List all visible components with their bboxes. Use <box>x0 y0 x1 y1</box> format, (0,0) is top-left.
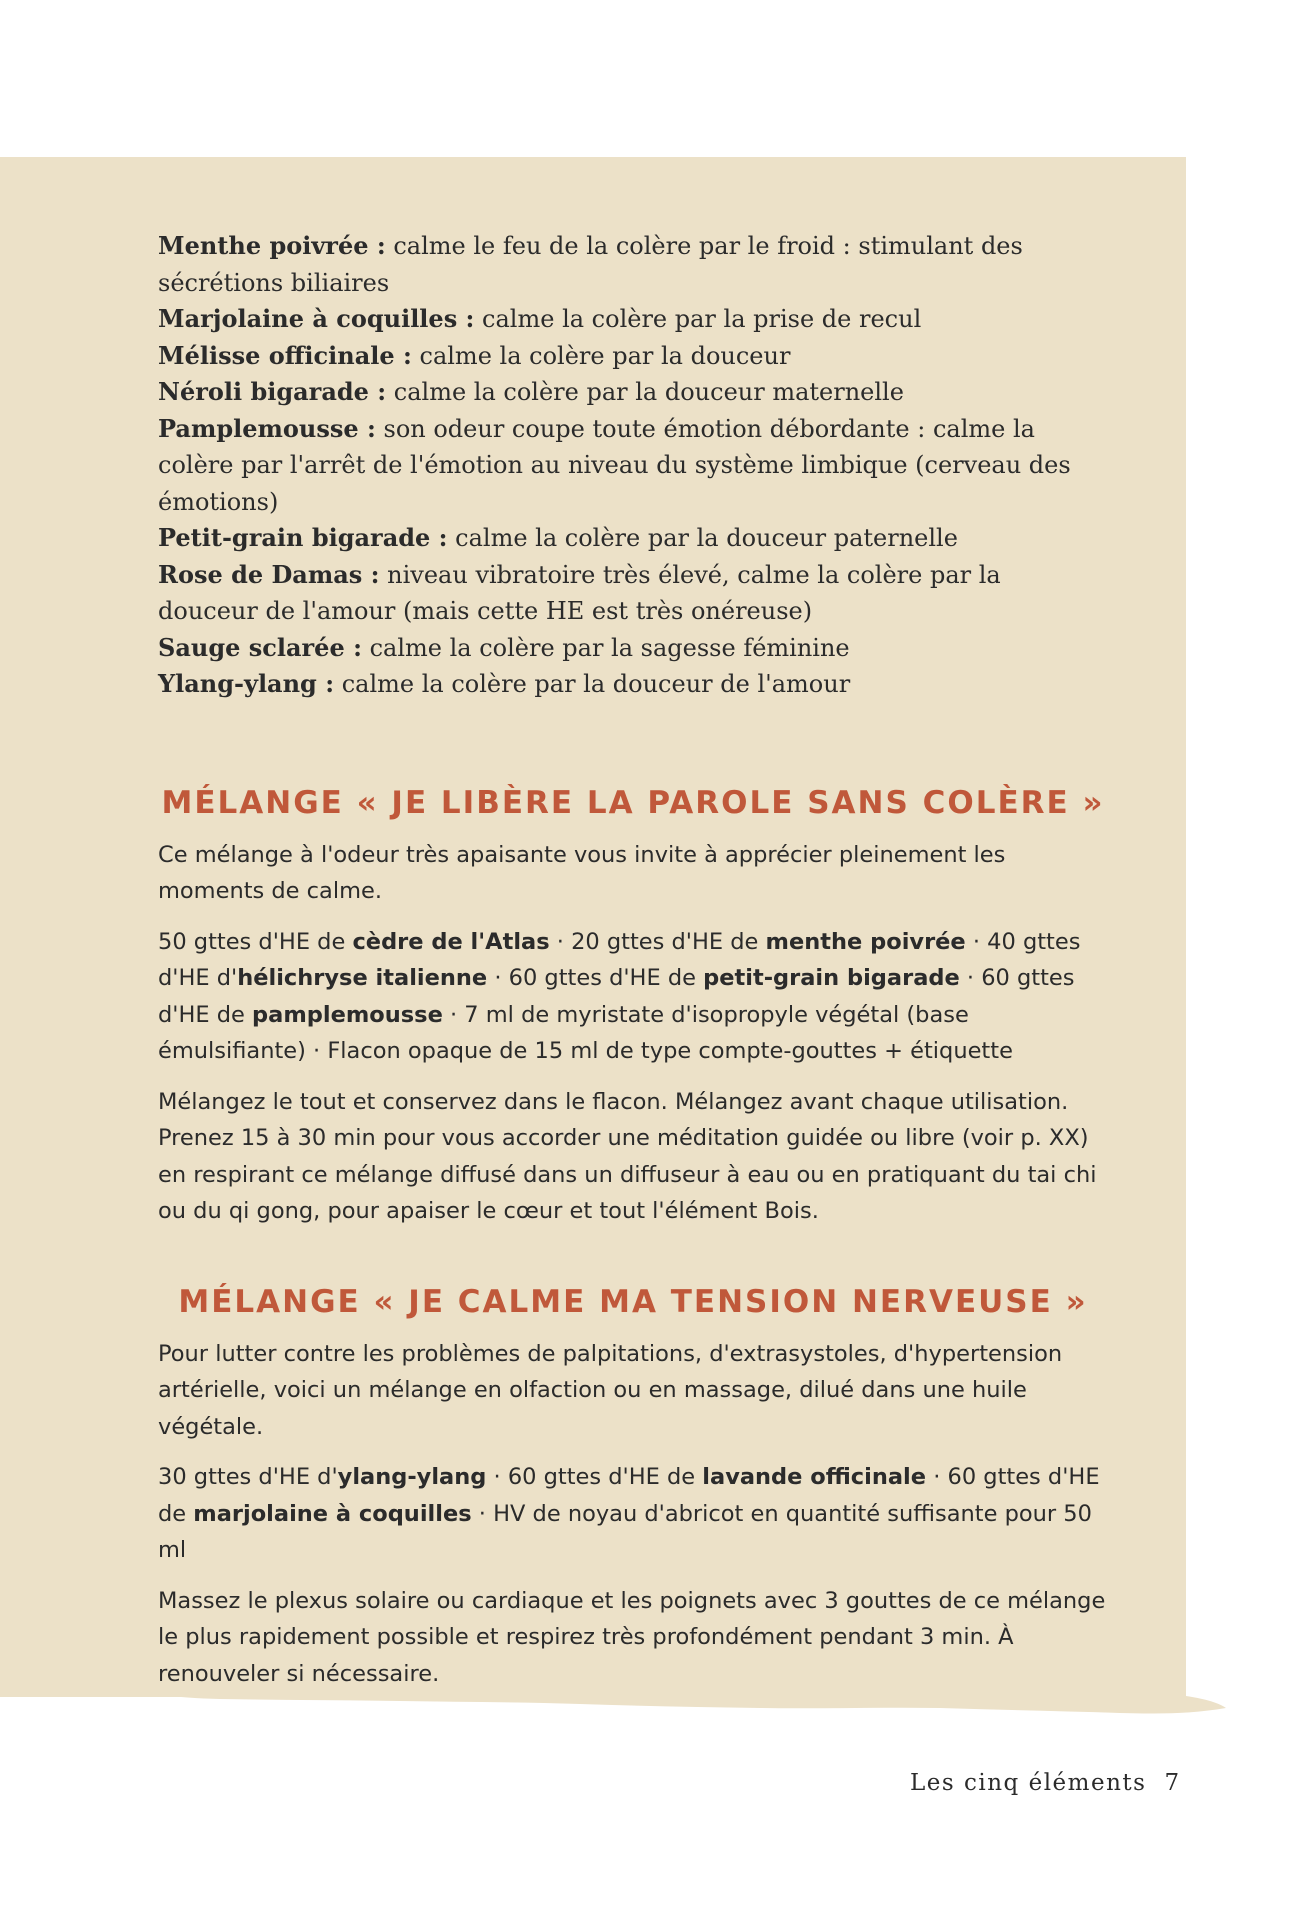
plant-name: Mélisse officinale : <box>158 340 412 370</box>
recipe-text: · 60 gttes d'HE de <box>486 1464 703 1490</box>
plant-description: niveau vibratoire très élevé, calme la colère par la douceur de l'amour (mais cette HE est très onéreuse) <box>158 560 1001 625</box>
plant-description: calme la colère par la douceur paternelle <box>447 524 958 552</box>
ingredient-name: cèdre de l'Atlas <box>352 928 550 955</box>
plant-name: Néroli bigarade : <box>158 377 387 406</box>
plant-description: calme la colère par la douceur maternelle <box>386 378 904 406</box>
recipe-text: · 60 gttes d'HE de <box>158 1464 1100 1527</box>
plant-item <box>158 557 1108 630</box>
plant-description: calme la colère par la sagesse féminine <box>361 633 850 662</box>
section-2-usage: Massez le plexus solaire ou cardiaque et les poignets avec 3 gouttes de ce mélange le plus rapidement possible et respirez très profondément pendant 3 min. À renouveler si nécessaire. <box>158 1587 1106 1687</box>
ingredient-name: menthe poivrée <box>765 928 966 955</box>
page-number: 7 <box>1164 1770 1181 1796</box>
plant-list <box>158 228 1108 703</box>
recipe-text: · 60 gttes d'HE de <box>487 965 704 991</box>
plant-name: Petit-grain bigarade : <box>158 523 448 552</box>
ingredient-name: hélichryse italienne <box>237 965 488 991</box>
running-title: Les cinq éléments <box>910 1770 1147 1796</box>
section-2-recipe <box>158 1459 1108 1569</box>
plant-name: Marjolaine à coquilles : <box>158 304 475 333</box>
plant-item <box>158 301 1108 338</box>
recipe-text: · 40 gttes d'HE d' <box>158 928 1081 991</box>
plant-name: Menthe poivrée : <box>158 231 386 260</box>
plant-description: calme la colère par la douceur <box>411 341 791 370</box>
plant-item <box>158 666 1108 703</box>
section-1-usage: Mélangez le tout et conservez dans le flacon. Mélangez avant chaque utilisation. Prenez 15 à 30 min pour vous accorder une méditation guidée ou libre (voir p. XX) en respirant ce mélange diffusé dans un diffuseur à eau ou en pratiquant du tai chi ou du qi gong, pour apaiser le cœur et tout l'élément Bois. <box>158 1088 1097 1224</box>
recipe-text: 30 gttes d'HE d' <box>158 1464 338 1490</box>
section-2-intro: Pour lutter contre les problèmes de palpitations, d'extrasystoles, d'hypertension artérielle, voici un mélange en olfaction ou en massage, dilué dans une huile végétale. <box>158 1340 1063 1440</box>
page-footer <box>910 1770 1181 1796</box>
plant-name: Pamplemousse : <box>158 413 376 443</box>
plant-name: Sauge sclarée : <box>158 632 362 662</box>
ingredient-name: ylang-ylang <box>337 1464 487 1490</box>
section-1-title: MÉLANGE « JE LIBÈRE LA PAROLE SANS COLÈRE » <box>161 784 1105 821</box>
plant-item <box>158 338 1108 375</box>
plant-item <box>158 374 1108 411</box>
page-content <box>158 228 1108 1706</box>
plant-item <box>158 228 1108 301</box>
recipe-text: · HV de noyau d'abricot en quantité suffisante pour 50 ml <box>158 1500 1092 1563</box>
plant-item <box>158 411 1108 521</box>
plant-name: Ylang-ylang : <box>158 669 335 698</box>
plant-item <box>158 520 1108 557</box>
section-2-title: MÉLANGE « JE CALME MA TENSION NERVEUSE » <box>178 1283 1088 1320</box>
plant-item <box>158 630 1108 667</box>
plant-description: calme le feu de la colère par le froid : stimulant des sécrétions biliaires <box>158 232 1023 297</box>
plant-description: calme la colère par la douceur de l'amour <box>334 670 851 698</box>
plant-name: Rose de Damas : <box>158 559 380 589</box>
recipe-text: 50 gttes d'HE de <box>158 928 353 955</box>
recipe-text: · 60 gttes d'HE de <box>158 965 1075 1028</box>
section-1-intro: Ce mélange à l'odeur très apaisante vous invite à apprécier pleinement les moments de calme. <box>158 841 1006 904</box>
recipe-text: · 7 ml de myristate d'isopropyle végétal (base émulsifiante) · Flacon opaque de 15 ml de type compte-gouttes + étiquette <box>158 1001 1013 1064</box>
plant-description: son odeur coupe toute émotion débordante : calme la colère par l'arrêt de l'émotion au niveau du système limbique (cerveau des émotions) <box>158 414 1071 516</box>
section-1-recipe <box>158 924 1108 1070</box>
plant-description: calme la colère par la prise de recul <box>474 305 922 333</box>
ingredient-name: lavande officinale <box>702 1464 927 1490</box>
ingredient-name: petit-grain bigarade <box>703 965 960 991</box>
ingredient-name: pamplemousse <box>252 1001 443 1028</box>
ingredient-name: marjolaine à coquilles <box>193 1500 472 1527</box>
recipe-text: · 20 gttes d'HE de <box>549 928 766 955</box>
